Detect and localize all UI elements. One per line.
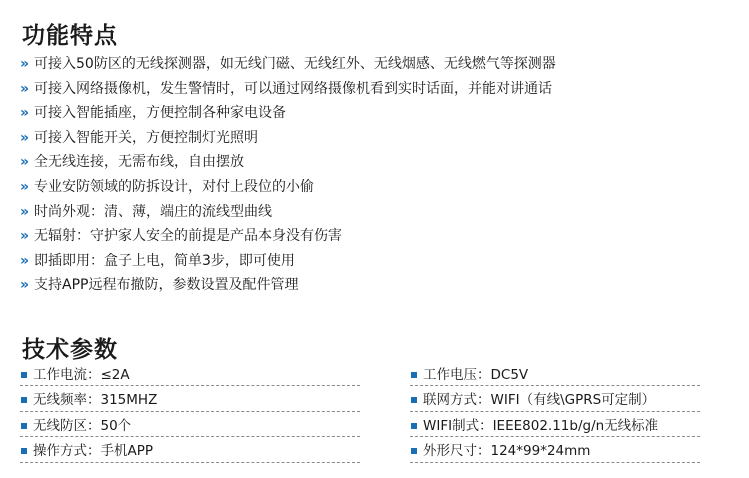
spec-cell xyxy=(20,364,360,386)
square-bullet-icon xyxy=(21,372,27,378)
feature-item xyxy=(20,224,556,249)
feature-text: 无辐射：守护家人安全的前提是产品本身没有伤害 xyxy=(34,228,342,245)
spec-row xyxy=(20,390,700,416)
double-chevron-right-icon: » xyxy=(20,228,30,245)
square-bullet-icon xyxy=(411,397,417,403)
feature-text: 支持APP远程布撤防，参数设置及配件管理 xyxy=(34,277,299,294)
spec-text: 工作电流：≤2A xyxy=(33,366,130,383)
spec-text: 无线频率：315MHZ xyxy=(33,392,158,408)
square-bullet-icon xyxy=(21,423,27,429)
feature-text: 全无线连接，无需布线，自由摆放 xyxy=(34,154,244,171)
spec-cell xyxy=(20,441,360,463)
feature-text: 即插即用：盒子上电，简单3步，即可使用 xyxy=(34,252,295,269)
spec-text: 工作电压：DC5V xyxy=(423,366,529,383)
spec-text: 外形尺寸：124*99*24mm xyxy=(423,443,591,459)
features-list xyxy=(20,52,556,298)
double-chevron-right-icon: » xyxy=(20,277,30,294)
spec-text: 无线防区：50个 xyxy=(33,417,132,434)
square-bullet-icon xyxy=(411,423,417,429)
feature-text: 可接入智能开关，方便控制灯光照明 xyxy=(34,129,258,146)
spec-row xyxy=(20,441,700,467)
feature-item xyxy=(20,126,556,151)
double-chevron-right-icon: » xyxy=(20,80,30,97)
spec-cell xyxy=(20,390,360,412)
double-chevron-right-icon: » xyxy=(20,203,30,220)
square-bullet-icon xyxy=(21,397,27,403)
feature-text: 可接入智能插座，方便控制各种家电设备 xyxy=(34,105,286,122)
feature-text: 可接入网络摄像机，发生警情时，可以通过网络摄像机看到实时话面，并能对讲通话 xyxy=(34,80,552,97)
square-bullet-icon xyxy=(411,448,417,454)
spec-cell xyxy=(20,415,360,437)
spec-text: 操作方式：手机APP xyxy=(33,443,154,459)
feature-item xyxy=(20,77,556,102)
spec-cell xyxy=(410,390,700,412)
double-chevron-right-icon: » xyxy=(20,178,30,195)
feature-text: 时尚外观：清、薄，端庄的流线型曲线 xyxy=(34,203,272,220)
feature-item xyxy=(20,101,556,126)
spec-text: WIFI制式：IEEE802.11b/g/n无线标准 xyxy=(423,417,659,434)
spec-text: 联网方式：WIFI（有线\GPRS可定制） xyxy=(423,392,656,408)
feature-item xyxy=(20,200,556,225)
specs-table xyxy=(20,364,700,466)
feature-item xyxy=(20,175,556,200)
spec-cell xyxy=(410,415,700,437)
square-bullet-icon xyxy=(411,372,417,378)
spec-row xyxy=(20,364,700,390)
double-chevron-right-icon: » xyxy=(20,154,30,171)
specs-heading: 技术参数 xyxy=(22,337,118,363)
feature-item xyxy=(20,249,556,274)
double-chevron-right-icon: » xyxy=(20,129,30,146)
feature-item xyxy=(20,150,556,175)
spec-row xyxy=(20,415,700,441)
spec-cell xyxy=(410,441,700,463)
double-chevron-right-icon: » xyxy=(20,56,30,72)
double-chevron-right-icon: » xyxy=(20,105,30,122)
feature-text: 专业安防领域的防拆设计，对付上段位的小偷 xyxy=(34,178,314,195)
feature-text: 可接入50防区的无线探测器，如无线门磁、无线红外、无线烟感、无线燃气等探测器 xyxy=(34,56,556,72)
feature-item xyxy=(20,52,556,77)
feature-item xyxy=(20,273,556,298)
square-bullet-icon xyxy=(21,448,27,454)
features-heading: 功能特点 xyxy=(22,23,118,49)
double-chevron-right-icon: » xyxy=(20,252,30,269)
spec-cell xyxy=(410,364,700,386)
